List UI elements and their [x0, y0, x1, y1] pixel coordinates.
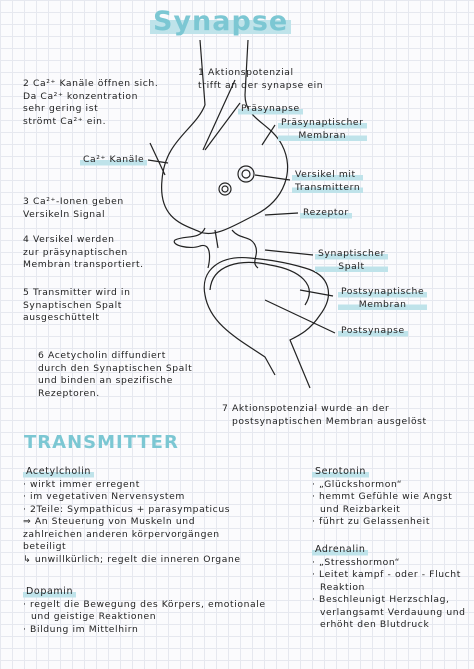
- serotonin-section: [312, 466, 453, 529]
- dopamin-line: · regelt die Bewegung des Körpers, emotionale: [23, 598, 266, 610]
- label-line: Präsynaptischer: [278, 117, 367, 130]
- acetylcholin-line: · wirkt immer erregent: [23, 478, 140, 490]
- adrenalin-line: Reaktion: [320, 581, 365, 593]
- dopamin-line: und geistige Reaktionen: [31, 611, 157, 622]
- label-rezeptor: Rezeptor: [300, 207, 352, 220]
- step-5: [23, 287, 131, 325]
- step-7: [222, 403, 427, 428]
- label-spalt: [315, 248, 388, 273]
- adrenalin-title: Adrenalin: [312, 544, 368, 557]
- step-2: [23, 78, 158, 128]
- step-4: [23, 234, 144, 272]
- label-line: Spalt: [315, 261, 388, 274]
- pointer: [265, 250, 313, 255]
- serotonin-line: · „Glückshormon“: [312, 478, 403, 490]
- acetylcholin-line: beteiligt: [23, 541, 67, 552]
- adrenalin-line: verlangsamt Verdauung und: [320, 606, 466, 618]
- step-6-line: 6 Acetycholin diffundiert: [38, 350, 166, 361]
- serotonin-line: und Reizbarkeit: [320, 503, 401, 515]
- step-5-line: ausgeschüttelt: [23, 312, 100, 323]
- postsynapse-shape: [204, 258, 328, 388]
- adrenalin-line: erhöht den Blutdruck: [320, 619, 430, 630]
- vesicle: [238, 166, 254, 182]
- label-postsynapse: Postsynapse: [338, 325, 408, 338]
- pointer: [205, 103, 240, 150]
- serotonin-line: · hemmt Gefühle wie Angst: [312, 491, 453, 502]
- step-4-line: zur präsynaptischen: [23, 246, 128, 258]
- acetylcholin-line: zahlreichen anderen körpervorgängen: [23, 528, 220, 540]
- acetylcholin-line: ↳ unwillkürlich; regelt die inneren Organe: [23, 553, 241, 565]
- acetylcholin-line: · im vegetativen Nervensystem: [23, 491, 185, 502]
- step-3-line: Versikeln Signal: [23, 208, 106, 220]
- pointer: [255, 175, 290, 180]
- dopamin-line: · Bildung im Mittelhirn: [23, 623, 139, 635]
- step-7-line: 7 Aktionspotenzial wurde an der: [222, 403, 390, 414]
- serotonin-line: · führt zu Gelassenheit: [312, 516, 431, 527]
- step-1-line: trifft an der synapse ein: [198, 79, 324, 91]
- acetylcholin-line: ⇒ An Steuerung von Muskeln und: [23, 516, 196, 527]
- page-title: Synapse: [150, 6, 291, 37]
- adrenalin-section: [312, 544, 466, 632]
- dopamin-title: Dopamin: [23, 586, 76, 599]
- label-line: Synaptischer: [315, 248, 388, 261]
- step-1: [198, 67, 323, 92]
- pointer: [265, 300, 335, 333]
- step-2-line: strömt Ca²⁺ ein.: [23, 115, 107, 127]
- label-versikel: [292, 169, 363, 194]
- acetylcholin-line: · 2Teile: Sympathicus + parasympaticus: [23, 503, 231, 515]
- label-ca-kanaele: Ca²⁺ Kanäle: [80, 154, 147, 167]
- label-praesynaptische-membran: [278, 117, 367, 142]
- adrenalin-line: · Leitet kampf - oder - Flucht: [312, 569, 461, 580]
- step-6-line: durch den Synaptischen Spalt: [38, 362, 193, 374]
- label-praesynapse: Präsynapse: [238, 103, 303, 116]
- step-5-line: Synaptischen Spalt: [23, 299, 123, 311]
- step-6: [38, 350, 192, 400]
- label-line: Versikel mit: [292, 169, 363, 182]
- step-4-line: 4 Versikel werden: [23, 234, 115, 245]
- serotonin-title: Serotonin: [312, 466, 369, 479]
- step-2-line: Da Ca²⁺ konzentration: [23, 90, 139, 102]
- pointer: [265, 213, 298, 215]
- step-2-line: sehr gering ist: [23, 103, 99, 114]
- label-postsynaptische-membran: [338, 286, 427, 311]
- step-4-line: Membran transportiert.: [23, 259, 144, 270]
- vesicle: [222, 186, 228, 192]
- acetylcholin-title: Acetylcholin: [23, 466, 94, 479]
- step-5-line: 5 Transmitter wird in: [23, 287, 131, 298]
- label-line: Transmittern: [292, 182, 363, 195]
- step-1-line: 1 Aktionspotenzial: [198, 67, 294, 78]
- label-line: Postsynaptische: [338, 286, 427, 299]
- step-3: [23, 196, 124, 221]
- pointer: [150, 143, 165, 175]
- label-line: Membran: [338, 299, 427, 312]
- transmitter-release: [174, 228, 209, 268]
- dopamin-section: [23, 586, 266, 636]
- step-3-line: 3 Ca²⁺-Ionen geben: [23, 196, 124, 207]
- vesicle: [242, 170, 250, 178]
- adrenalin-line: · Beschleunigt Herzschlag,: [312, 594, 450, 605]
- vesicle: [219, 183, 231, 195]
- acetylcholin-section: [23, 466, 241, 566]
- step-7-line: postsynaptischen Membran ausgelöst: [232, 415, 427, 427]
- transmitter-heading: TRANSMITTER: [24, 432, 179, 453]
- adrenalin-line: · „Stresshormon“: [312, 556, 400, 568]
- label-line: Membran: [278, 130, 367, 143]
- postsynaptic-membrane: [210, 262, 309, 305]
- step-2-line: 2 Ca²⁺ Kanäle öffnen sich.: [23, 78, 159, 89]
- step-6-line: Rezeptoren.: [38, 387, 100, 399]
- step-6-line: und binden an spezifische: [38, 375, 173, 386]
